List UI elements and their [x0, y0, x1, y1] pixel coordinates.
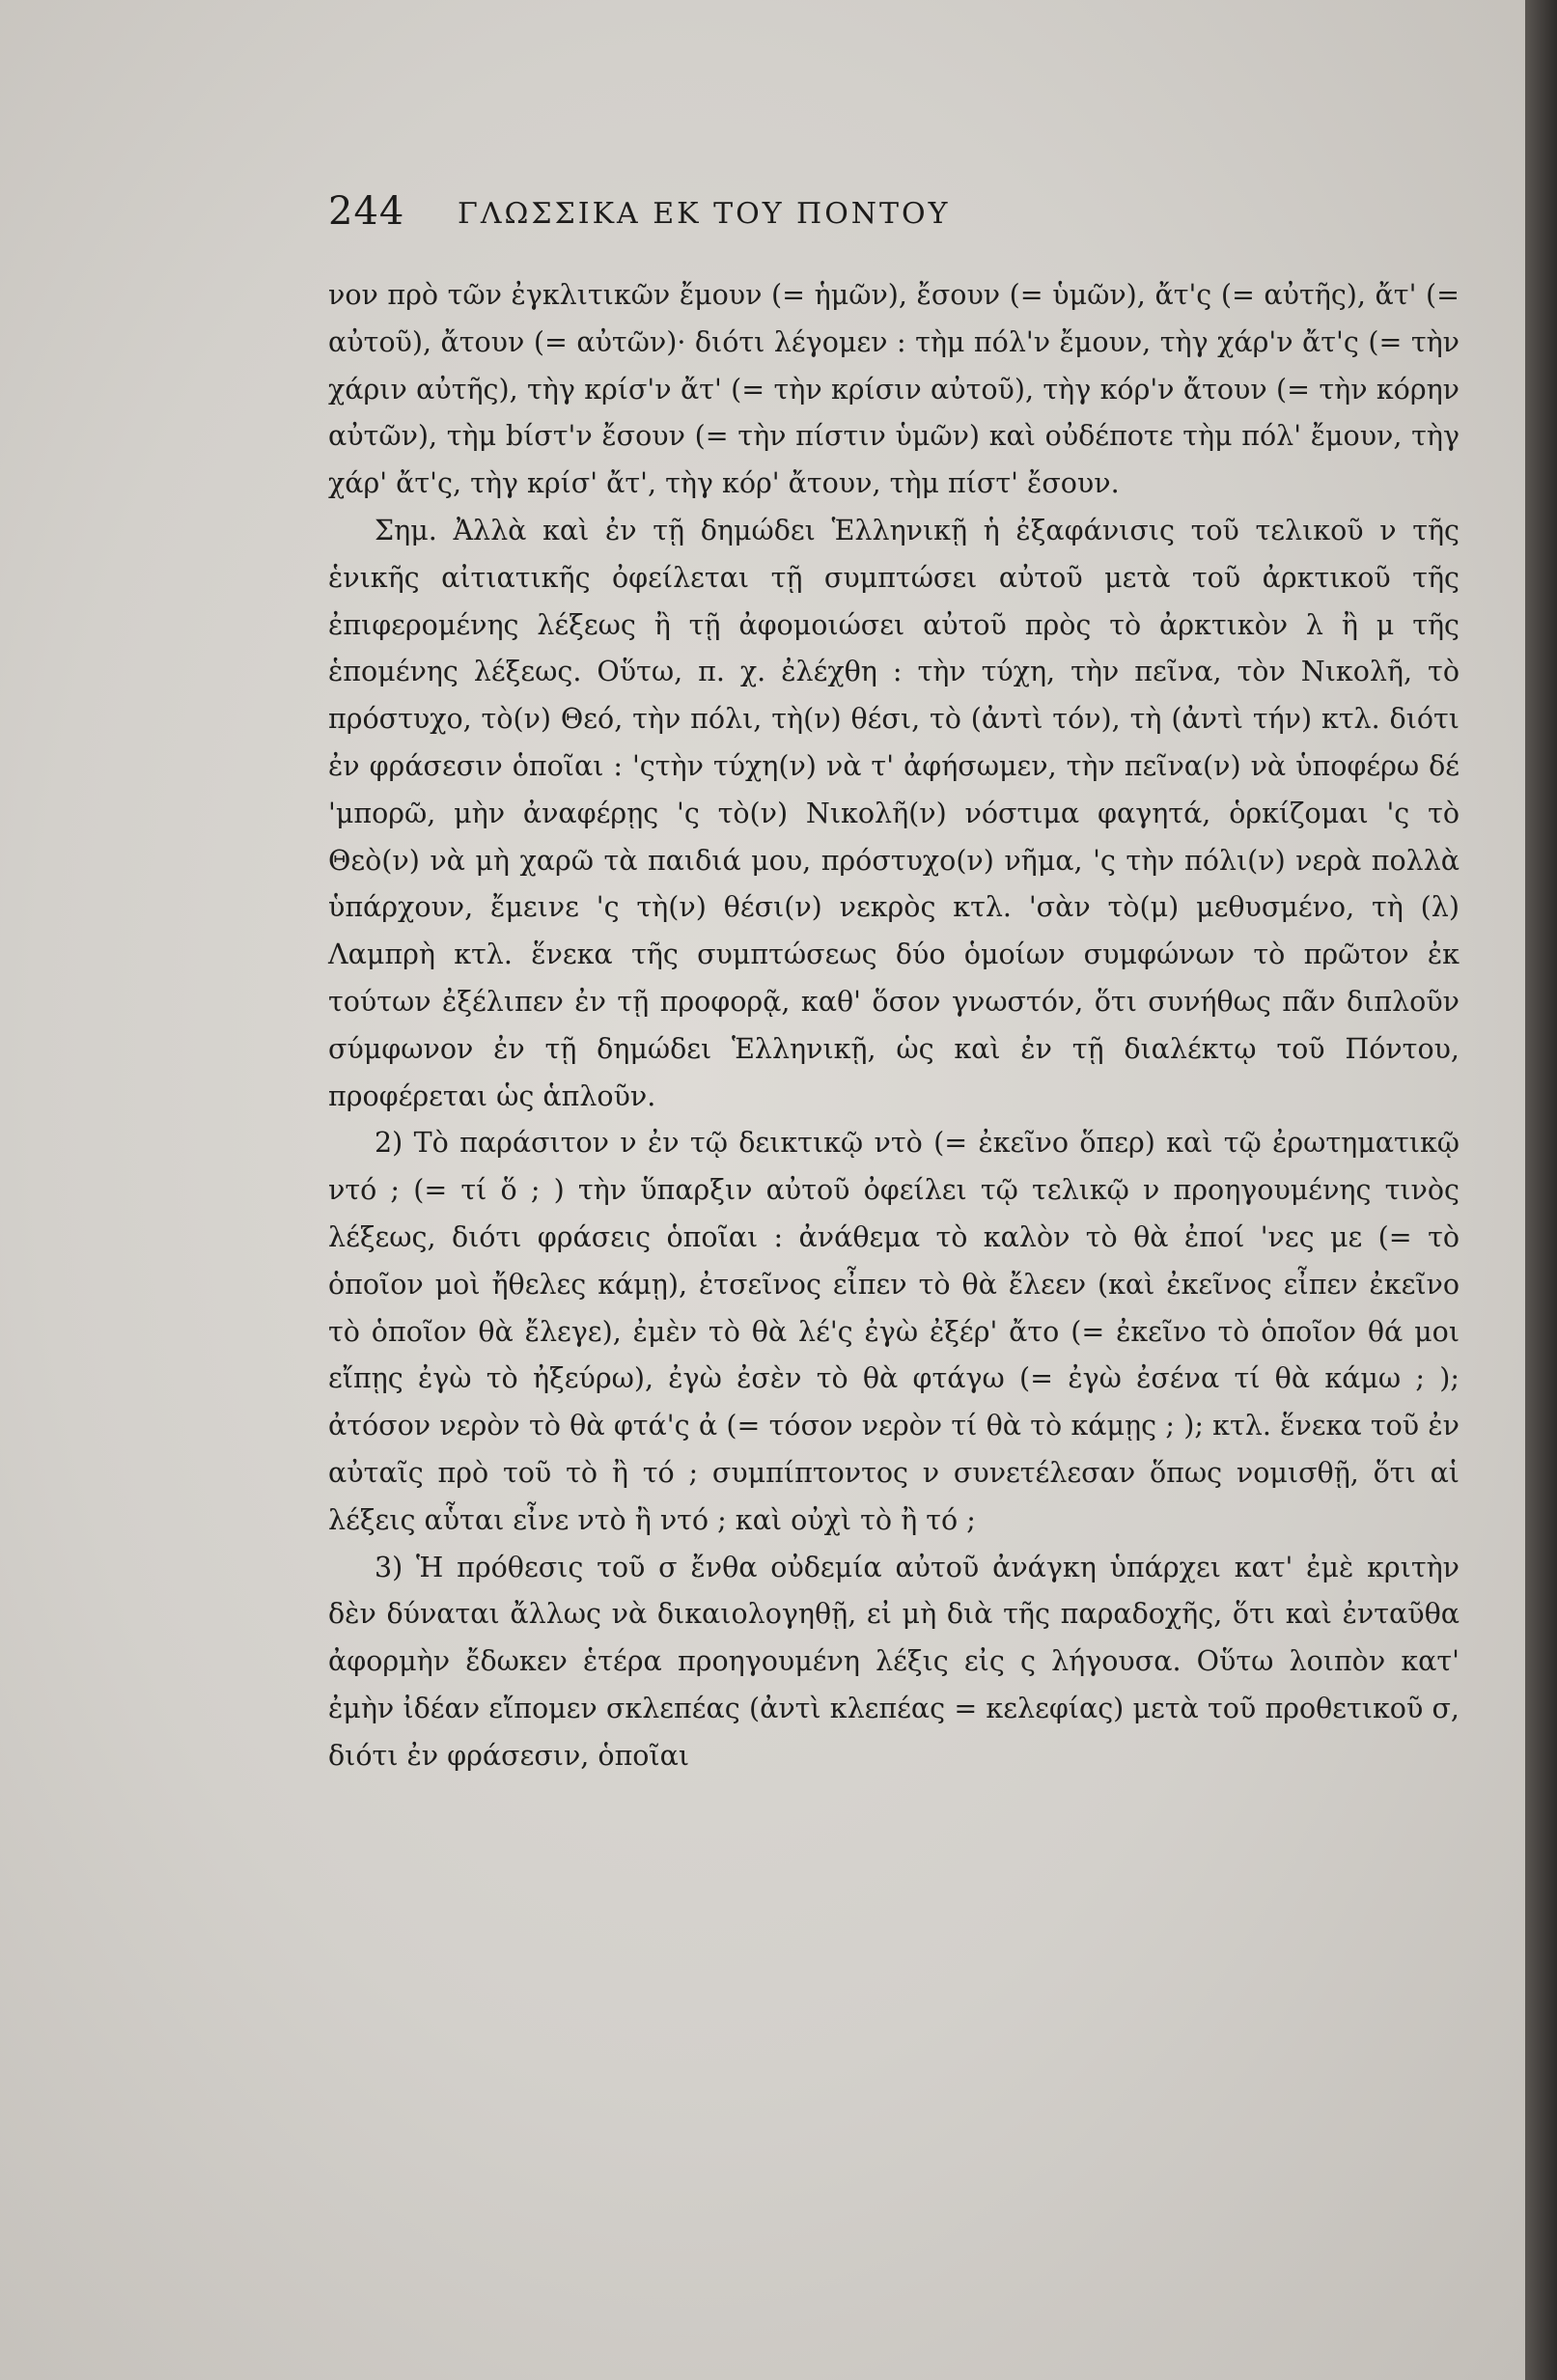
page-header: [328, 189, 1487, 247]
paragraph-3: 3) Ἡ πρόθεσις τοῦ σ ἔνθα οὐδεμία αὐτοῦ ἀνάγκη ὑπάρχει κατ' ἐμὲ κριτὴν δὲν δύναται ἄλλως νὰ δικαιολογηθῇ, εἰ μὴ διὰ τῆς παραδοχῆς, ὅτι καὶ ἐνταῦθα ἀφορμὴν ἔδωκεν ἑτέρα προηγουμένη λέξις εἰς ς λήγουσα. Οὕτω λοιπὸν κατ' ἐμὴν ἰδέαν εἴπομεν σκλεπέας (ἀντὶ κλεπέας = κελεφίας) μετὰ τοῦ προθετικοῦ σ, διότι ἐν φράσεσιν, ὁποῖαι: [328, 1551, 1460, 1772]
running-title: ΓΛΩΣΣΙΚΑ ΕΚ ΤΟΥ ΠΟΝΤΟΥ: [458, 197, 951, 231]
paragraph-2: 2) Τὸ παράσιτον ν ἐν τῷ δεικτικῷ ντὸ (= ἐκεῖνο ὅπερ) καὶ τῷ ἐρωτηματικῷ ντό ; (= τί ὅ ; ) τὴν ὕπαρξιν αὐτοῦ ὀφείλει τῷ τελικῷ ν προηγουμένης τινὸς λέξεως, διότι φράσεις ὁποῖαι : ἀνάθεμα τὸ καλὸν τὸ θὰ ἐποί 'νες με (= τὸ ὁποῖον μοὶ ἤθελες κάμῃ), ἐτσεῖνος εἶπεν τὸ θὰ ἔλεεν (καὶ ἐκεῖνος εἶπεν ἐκεῖνο τὸ ὁποῖον θὰ ἔλεγε), ἐμὲν τὸ θὰ λέ'ς ἐγὼ ἐξέρ' ἄτο (= ἐκεῖνο τὸ ὁποῖον θά μοι εἴπῃς ἐγὼ τὸ ἠξεύρω), ἐγὼ ἐσὲν τὸ θὰ φτάγω (= ἐγὼ ἐσένα τί θὰ κάμω ; ); ἀτόσον νερὸν τὸ θὰ φτά'ς ἀ (= τόσον νερὸν τί θὰ τὸ κάμῃς ; ); κτλ. ἕνεκα τοῦ ἐν αὐταῖς πρὸ τοῦ τὸ ἢ τό ; συμπίπτοντος ν συνετέλεσαν ὅπως νομισθῇ, ὅτι αἱ λέξεις αὗται εἶνε ντὸ ἢ ντό ; καὶ οὐχὶ τὸ ἢ τό ;: [328, 1127, 1460, 1536]
paragraph-1: νον πρὸ τῶν ἐγκλιτικῶν ἔμουν (= ἡμῶν), ἔσουν (= ὑμῶν), ἄτ'ς (= αὐτῆς), ἄτ' (= αὐτοῦ), ἄτουν (= αὐτῶν)· διότι λέγομεν : τὴμ πόλ'ν ἔμουν, τὴγ χάρ'ν ἄτ'ς (= τὴν χάριν αὐτῆς), τὴγ κρίσ'ν ἄτ' (= τὴν κρίσιν αὐτοῦ), τὴγ κόρ'ν ἄτουν (= τὴν κόρην αὐτῶν), τὴμ bίστ'ν ἔσουν (= τὴν πίστιν ὑμῶν) καὶ οὐδέποτε τὴμ πόλ' ἔμουν, τὴγ χάρ' ἄτ'ς, τὴγ κρίσ' ἄτ', τὴγ κόρ' ἄτουν, τὴμ πίστ' ἔσουν.: [328, 279, 1460, 500]
paragraph-note: Σημ. Ἀλλὰ καὶ ἐν τῇ δημώδει Ἑλληνικῇ ἡ ἐξαφάνισις τοῦ τελικοῦ ν τῆς ἑνικῆς αἰτιατικῆς ὀφείλεται τῇ συμπτώσει αὐτοῦ μετὰ τοῦ ἀρκτικοῦ τῆς ἐπιφερομένης λέξεως ἢ τῇ ἀφομοιώσει αὐτοῦ πρὸς τὸ ἀρκτικὸν λ ἢ μ τῆς ἑπομένης λέξεως. Οὕτω, π. χ. ἐλέχθη : τὴν τύχη, τὴν πεῖνα, τὸν Νικολῆ, τὸ πρόστυχο, τὸ(ν) Θεό, τὴν πόλι, τὴ(ν) θέσι, τὸ (ἀντὶ τόν), τὴ (ἀντὶ τήν) κτλ. διότι ἐν φράσεσιν ὁποῖαι : 'ςτὴν τύχη(ν) νὰ τ' ἀφήσωμεν, τὴν πεῖνα(ν) νὰ ὑποφέρω δέ 'μπορῶ, μὴν ἀναφέρῃς 'ς τὸ(ν) Νικολῆ(ν) νόστιμα φαγητά, ὁρκίζομαι 'ς τὸ Θεὸ(ν) νὰ μὴ χαρῶ τὰ παιδιά μου, πρόστυχο(ν) νῆμα, 'ς τὴν πόλι(ν) νερὰ πολλὰ ὑπάρχουν, ἔμεινε 'ς τὴ(ν) θέσι(ν) νεκρὸς κτλ. 'σὰν τὸ(μ) μεθυσμένο, τὴ (λ) Λαμπρὴ κτλ. ἕνεκα τῆς συμπτώσεως δύο ὁμοίων συμφώνων τὸ πρῶτον ἐκ τούτων ἐξέλιπεν ἐν τῇ προφορᾷ, καθ' ὅσον γνωστόν, ὅτι συνήθως πᾶν διπλοῦν σύμφωνον ἐν τῇ δημώδει Ἑλληνικῇ, ὡς καὶ ἐν τῇ διαλέκτῳ τοῦ Πόντου, προφέρεται ὡς ἁπλοῦν.: [328, 514, 1460, 1112]
page-edge-shadow: [1525, 0, 1557, 2380]
page-number: 244: [328, 189, 405, 234]
body-text: [328, 272, 1460, 1780]
